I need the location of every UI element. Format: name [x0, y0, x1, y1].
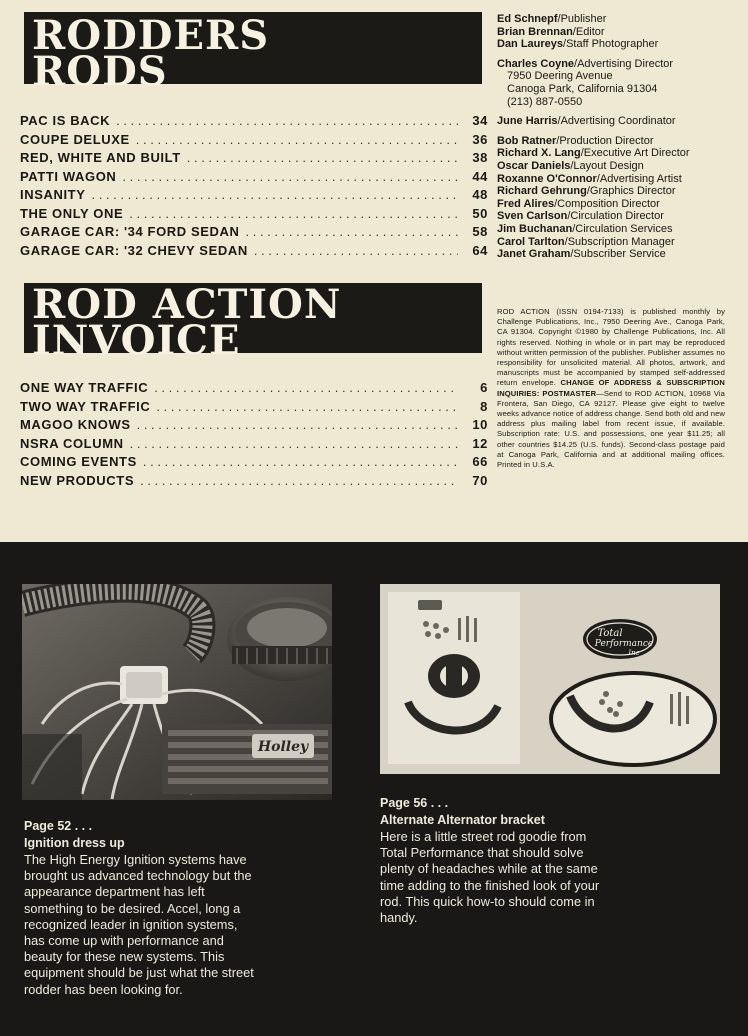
staff-role: /Production Director [556, 134, 654, 147]
staff-role: /Graphics Director [586, 185, 676, 198]
staff-name: Brian Brennan [497, 25, 573, 38]
caption-body: The High Energy Ignition systems have brought us advanced technology but the appearance department has left something to be desired. Accel, long a recognized leader in ignition systems, has come up with performance and beauty for these new systems. This equipment should be just what the street rodder has been looking for. [24, 852, 254, 997]
section-title-line: INVOICE [32, 317, 241, 364]
toc-entry-title: PATTI WAGON [20, 168, 117, 184]
caption-page-ref: Page 52 . . . [24, 819, 93, 833]
toc-entry-title: NSRA COLUMN [20, 435, 124, 451]
section-title-line: ROD ACTION [32, 281, 342, 328]
toc-list-rodders-rods [20, 113, 488, 261]
staff-name: Carol Tarlton [497, 235, 565, 248]
alternator-kit-illustration [380, 584, 720, 774]
toc-leader-dots [122, 169, 458, 184]
staff-name: Ed Schnepf [497, 13, 558, 25]
toc-leader-dots [154, 380, 458, 395]
staff-role: /Layout Design [570, 159, 644, 172]
toc-entry [20, 417, 488, 436]
staff-row [497, 135, 737, 148]
toc-entry [20, 206, 488, 225]
caption-headline: Alternate Alternator bracket [380, 813, 545, 827]
toc-entry [20, 150, 488, 169]
caption-body: Here is a little street rod goodie from Total Performance that should solve plenty of headaches while at the same time adding to the finished look of your rod. This quick how-to should come in handy. [380, 829, 600, 926]
staff-address-line: Canoga Park, California 91304 [507, 82, 658, 95]
staff-role: /Composition Director [554, 197, 660, 210]
staff-name: June Harris [497, 115, 558, 128]
toc-entry [20, 224, 488, 243]
engine-photo-illustration [22, 584, 332, 800]
toc-entry-page: 10 [472, 417, 488, 432]
section-title-line: RODDERS [32, 12, 270, 59]
holley-label: Holley [257, 739, 309, 755]
toc-entry-title: COUPE DELUXE [20, 131, 130, 147]
staff-role: /Publisher [557, 13, 607, 25]
toc-leader-dots [130, 436, 458, 451]
toc-entry [20, 454, 488, 473]
staff-row [497, 223, 737, 236]
toc-entry-page: 44 [472, 168, 488, 184]
toc-leader-dots [137, 417, 458, 432]
toc-entry-title: INSANITY [20, 187, 86, 202]
staff-row [497, 236, 737, 249]
toc-entry-page: 8 [480, 398, 488, 414]
staff-name: Sven Carlson [497, 210, 568, 223]
toc-entry-page: 48 [472, 187, 488, 202]
staff-role: /Circulation Services [572, 222, 673, 235]
staff-row [497, 173, 737, 186]
toc-entry-title: ONE WAY TRAFFIC [20, 380, 149, 395]
toc-entry-title: PAC IS BACK [20, 113, 111, 128]
toc-entry-title: THE ONLY ONE [20, 205, 124, 221]
toc-entry-page: 66 [472, 454, 488, 469]
notice-text: —Send to ROD ACTION, 10968 Via Frontera, San Diego, CA 92127. Please give eight to twelve weeks advance notice of address change. Send both old and new address plus mailing label from recent issue, if available. Subscription rate: U.S. and possessions, one year $11.25; all other countries $14.25 (U.S. funds). Second-class postage paid at Canoga Park, California and at additional mailing offices. Printed in U.S.A. [497, 388, 726, 470]
staff-name: Janet Graham [497, 248, 571, 261]
toc-entry [20, 399, 488, 418]
toc-entry-title: MAGOO KNOWS [20, 417, 131, 432]
staff-name: Fred Alires [497, 197, 555, 210]
staff-group [497, 115, 737, 128]
staff-row [497, 38, 737, 51]
toc-entry [20, 113, 488, 132]
logo-text-line: Total [597, 628, 623, 639]
alternator-kit-photo [380, 584, 720, 774]
toc-entry-title: RED, WHITE AND BUILT [20, 150, 181, 165]
staff-role: /Advertising Director [574, 57, 674, 70]
toc-leader-dots [187, 150, 458, 165]
toc-entry-page: 38 [472, 150, 488, 165]
toc-entry [20, 132, 488, 151]
toc-entry [20, 169, 488, 188]
toc-entry-page: 36 [472, 131, 488, 147]
toc-entry [20, 243, 488, 262]
staff-name: Charles Coyne [497, 57, 575, 70]
publication-notice [497, 307, 725, 470]
staff-group-advertising [497, 58, 737, 108]
staff-row [497, 248, 737, 261]
staff-name: Richard Gehrung [497, 185, 587, 198]
toc-entry-page: 34 [472, 113, 488, 128]
staff-name: Richard X. Lang [497, 147, 581, 160]
staff-role: /Subscriber Service [570, 248, 666, 261]
toc-leader-dots [254, 243, 458, 258]
staff-row [497, 210, 737, 223]
staff-name: Oscar Daniels [497, 159, 571, 172]
feature-caption-page-52 [24, 818, 256, 998]
staff-address-line: 7950 Deering Avenue [507, 70, 613, 83]
staff-role: /Advertising Coordinator [557, 115, 676, 128]
toc-leader-dots [140, 473, 458, 488]
toc-leader-dots [143, 454, 458, 469]
staff-address-line: (213) 887-0550 [507, 95, 583, 108]
staff-name: Jim Buchanan [497, 222, 573, 235]
staff-row [497, 160, 737, 173]
toc-entry-page: 6 [480, 380, 488, 395]
staff-role: /Staff Photographer [563, 38, 659, 51]
toc-leader-dots [136, 132, 458, 147]
staff-row [497, 185, 737, 198]
staff-role: /Advertising Artist [596, 172, 682, 185]
toc-leader-dots [116, 113, 458, 128]
toc-entry-title: GARAGE CAR: '34 FORD SEDAN [20, 224, 240, 239]
section-title-rodders-rods [24, 12, 482, 95]
toc-list-rod-action-invoice [20, 380, 488, 491]
logo-text-line: Performance [594, 639, 654, 649]
toc-entry-page: 58 [472, 224, 488, 239]
staff-group [497, 135, 737, 261]
notice-text: ROD ACTION (ISSN 0194-7133) is published monthly by Challenge Publications, Inc., 7950 Deering Ave., Canoga Park, CA 91304. Copyright ©1980 by Challenge Publications, Inc. All rights reserved. Nothing in whole or in part may be reproduced without written permission of the publisher. Publisher assumes no responsibility for unsolicited material. All photos, artwork, and manuscripts must be accompanied by stamped self-addressed return envelope. [497, 307, 725, 388]
staff-role: /Executive Art Director [580, 147, 690, 160]
toc-entry-page: 12 [472, 435, 488, 451]
toc-leader-dots [246, 224, 459, 239]
toc-entry [20, 380, 488, 399]
staff-name: Bob Ratner [497, 134, 557, 147]
toc-entry [20, 436, 488, 455]
logo-text-line: Inc [628, 649, 640, 657]
staff-row [497, 58, 737, 71]
toc-leader-dots [156, 399, 458, 414]
staff-role: /Editor [572, 25, 605, 38]
staff-row [497, 13, 737, 26]
toc-entry-page: 64 [472, 242, 488, 258]
toc-entry-title: NEW PRODUCTS [20, 472, 135, 488]
toc-entry-title: TWO WAY TRAFFIC [20, 398, 151, 414]
toc-entry [20, 187, 488, 206]
staff-role: /Circulation Director [567, 210, 664, 223]
section-title-rod-action-invoice [24, 281, 482, 364]
feature-caption-page-56 [380, 795, 612, 926]
toc-entry-title: GARAGE CAR: '32 CHEVY SEDAN [20, 242, 248, 258]
toc-entry [20, 473, 488, 492]
toc-leader-dots [129, 206, 458, 221]
notice-bold-text: CHANGE OF ADDRESS & SUBSCRIPTION INQUIRIES: POSTMASTER [497, 378, 725, 398]
toc-entry-title: COMING EVENTS [20, 454, 137, 469]
caption-page-ref: Page 56 . . . [380, 796, 449, 810]
staff-row [497, 147, 737, 160]
caption-headline: Ignition dress up [24, 836, 125, 850]
toc-leader-dots [91, 187, 458, 202]
staff-name: Roxanne O'Connor [497, 172, 597, 185]
staff-role: /Subscription Manager [564, 235, 675, 248]
staff-row [497, 115, 737, 128]
staff-group [497, 13, 737, 51]
toc-entry-page: 70 [472, 472, 488, 488]
engine-photo [22, 584, 332, 800]
staff-row [497, 198, 737, 211]
staff-row [497, 26, 737, 39]
staff-masthead [497, 13, 737, 268]
staff-name: Dan Laureys [497, 38, 564, 51]
section-title-line: RODS [32, 48, 168, 95]
toc-entry-page: 50 [472, 205, 488, 221]
